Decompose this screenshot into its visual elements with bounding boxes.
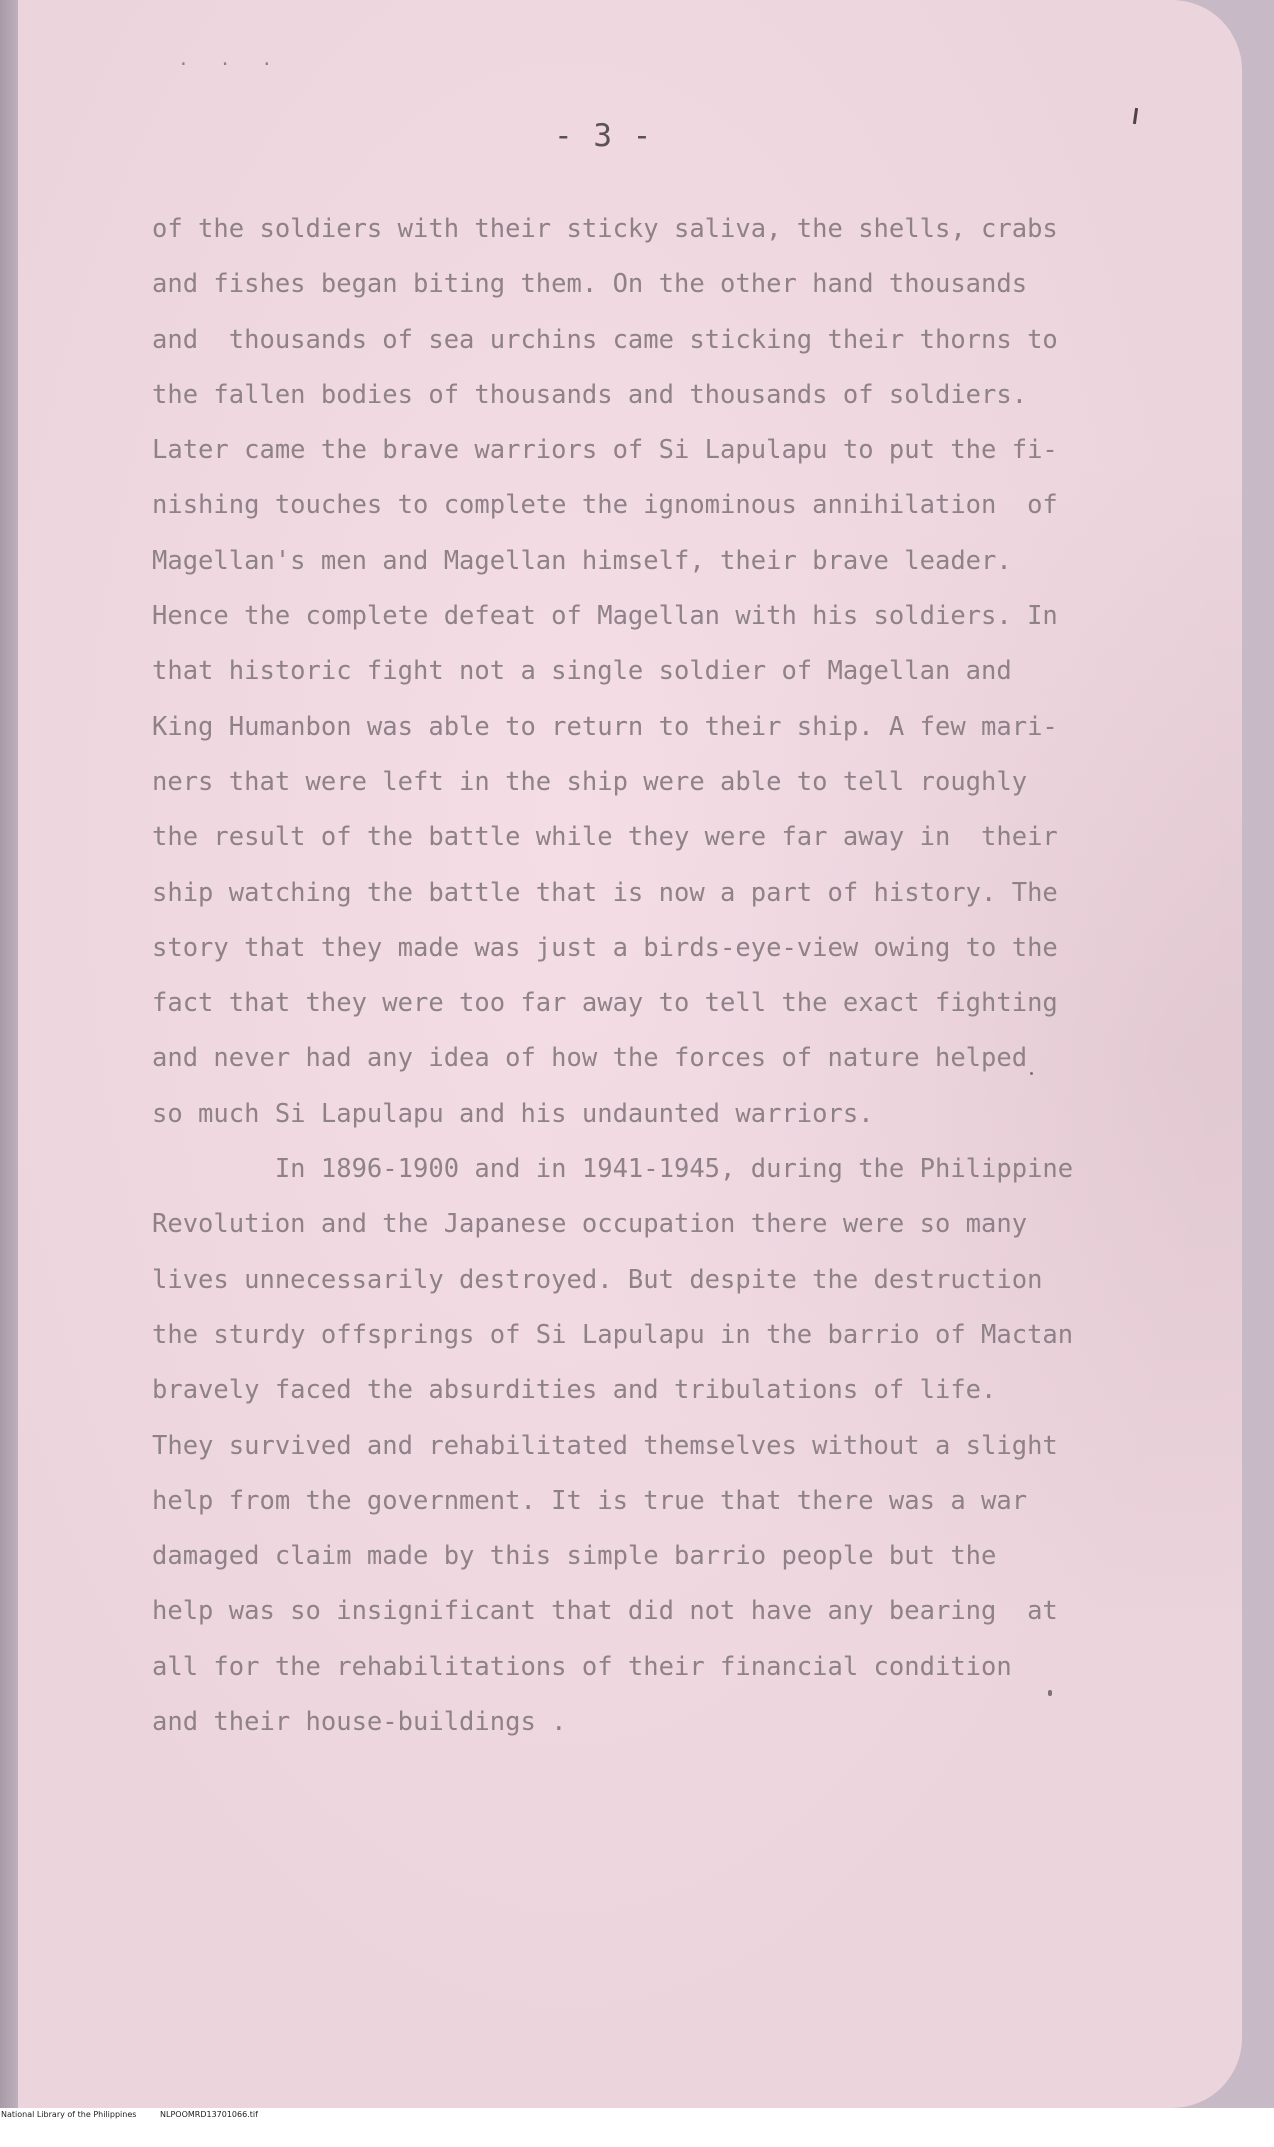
text-line: help from the government. It is true that there was a war [152, 1485, 1028, 1516]
text-line: so much Si Lapulapu and his undaunted warriors. [152, 1098, 874, 1129]
text-line: Revolution and the Japanese occupation there were so many [152, 1209, 1028, 1240]
text-line: story that they made was just a birds-eye-view owing to the [152, 932, 1058, 963]
text-line: all for the rehabilitations of their financial condition [152, 1651, 1012, 1682]
text-line: Later came the brave warriors of Si Lapulapu to put the fi- [152, 435, 1058, 466]
text-line: bravely faced the absurdities and tribulations of life. [152, 1375, 997, 1406]
body-text [152, 202, 1162, 1750]
text-line: the fallen bodies of thousands and thousands of soldiers. [152, 379, 1028, 410]
paper-speck [1030, 1072, 1033, 1075]
text-line: the sturdy offsprings of Si Lapulapu in the barrio of Mactan [152, 1319, 1074, 1350]
text-line: and thousands of sea urchins came sticking their thorns to [152, 324, 1058, 355]
text-line: King Humanbon was able to return to their ship. A few mari- [152, 711, 1058, 742]
paper-speck [1048, 1690, 1052, 1696]
text-line: of the soldiers with their sticky saliva, the shells, crabs [152, 214, 1058, 244]
footer-library: National Library of the Philippines [1, 2110, 137, 2119]
text-line: Hence the complete defeat of Magellan with his soldiers. In [152, 601, 1058, 632]
top-dots: · · · [178, 54, 283, 75]
text-line: nishing touches to complete the ignominous annihilation of [152, 490, 1058, 521]
text-line: They survived and rehabilitated themselves without a slight [152, 1430, 1058, 1461]
text-line: the result of the battle while they were far away in their [152, 822, 1058, 853]
footer-file: NLPOOMRD13701066.tif [160, 2110, 258, 2119]
text-line: lives unnecessarily destroyed. But despite the destruction [152, 1264, 1043, 1295]
scan-footer [0, 2108, 1274, 2121]
text-line: fact that they were too far away to tell the exact fighting [152, 988, 1058, 1019]
text-line: ners that were left in the ship were able to tell roughly [152, 766, 1028, 797]
text-line: help was so insignificant that did not have any bearing at [152, 1596, 1058, 1627]
document-page [18, 0, 1242, 2108]
text-line: Magellan's men and Magellan himself, their brave leader. [152, 545, 1012, 576]
text-line: that historic fight not a single soldier of Magellan and [152, 656, 1012, 687]
text-line: and never had any idea of how the forces of nature helped [152, 1043, 1028, 1074]
text-line: and their house-buildings . [152, 1707, 567, 1738]
text-line: In 1896-1900 and in 1941-1945, during the Philippine [152, 1154, 1074, 1185]
text-line: ship watching the battle that is now a part of history. The [152, 877, 1058, 908]
text-line: and fishes began biting them. On the other hand thousands [152, 269, 1028, 300]
text-line: damaged claim made by this simple barrio people but the [152, 1541, 997, 1572]
margin-mark [1133, 108, 1138, 124]
page-number: - 3 - [554, 118, 653, 154]
